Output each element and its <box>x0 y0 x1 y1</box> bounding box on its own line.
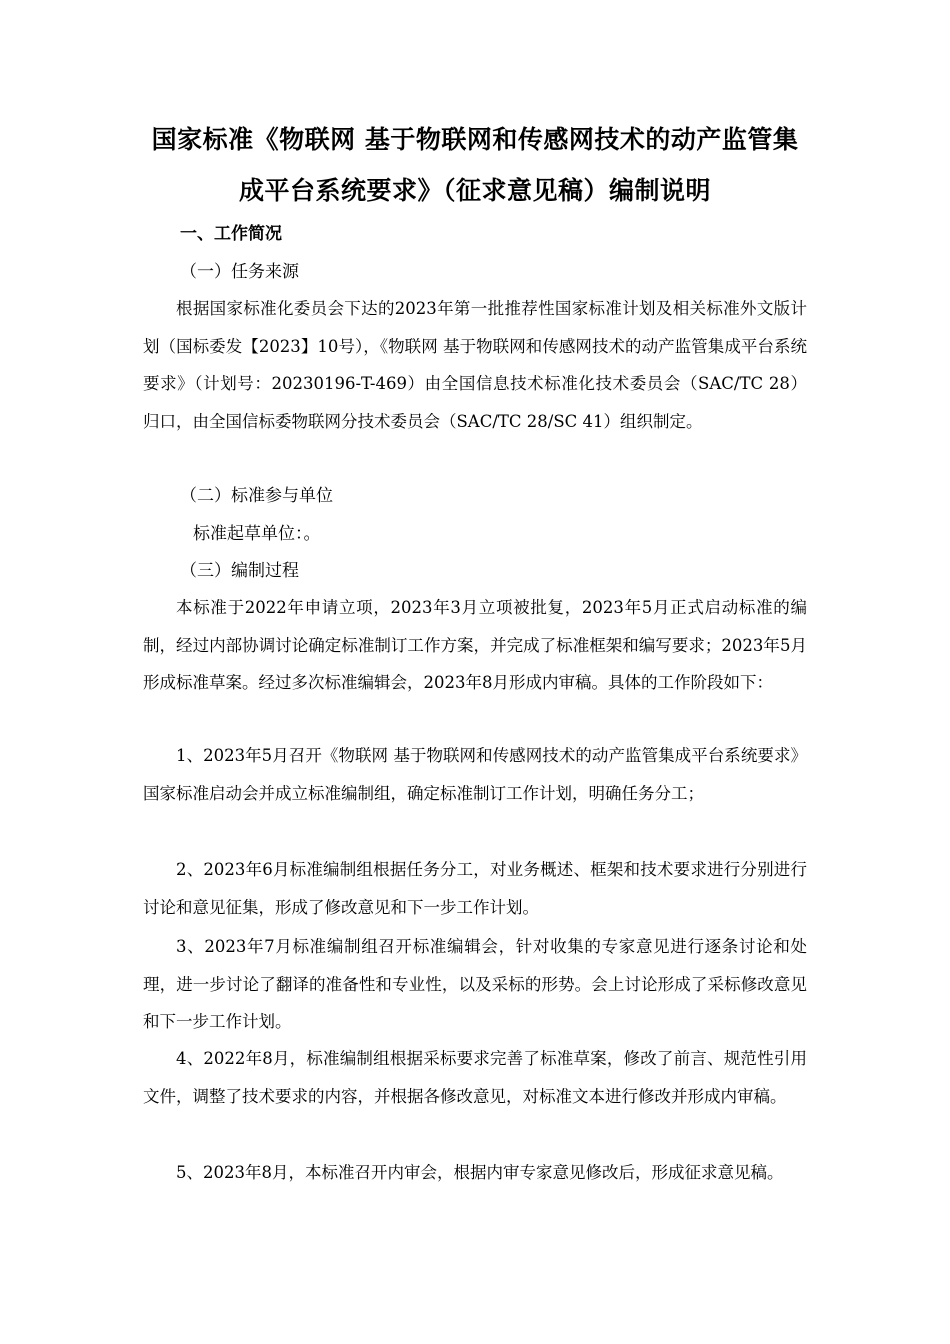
task-source-paragraph: 根据国家标准化委员会下达的2023年第一批推荐性国家标准计划及相关标准外文版计划（国标委发【2023】10号），《物联网 基于物联网和传感网技术的动产监管集成平台系统要求》（计划号：20230196-T-469）由全国信息技术标准化技术委员会（SAC/TC 28）归口，由全国信标委物联网分技术委员会（SAC/TC 28/SC 41）组织制定。 <box>143 299 807 431</box>
document-title-line-1: 国家标准《物联网 基于物联网和传感网技术的动产监管集 <box>151 125 799 154</box>
process-step-3: 3、2023年7月标准编制组召开标准编辑会，针对收集的专家意见进行逐条讨论和处理，进一步讨论了翻译的准备性和专业性，以及采标的形势。会上讨论形成了采标修改意见和下一步工作计划。 <box>143 937 807 1031</box>
process-step-5: 5、2023年8月，本标准召开内审会，根据内审专家意见修改后，形成征求意见稿。 <box>176 1163 784 1182</box>
subsection-heading-task-source: （一）任务来源 <box>180 262 299 282</box>
process-step-4: 4、2022年8月，标准编制组根据采标要求完善了标准草案，修改了前言、规范性引用文件，调整了技术要求的内容，并根据各修改意见，对标准文本进行修改并形成内审稿。 <box>143 1049 807 1106</box>
process-step-2: 2、2023年6月标准编制组根据任务分工，对业务概述、框架和技术要求进行分别进行讨论和意见征集，形成了修改意见和下一步工作计划。 <box>143 860 807 917</box>
section-heading-work-overview: 一、工作简况 <box>180 224 282 244</box>
document-title-line-2: 成平台系统要求》（征求意见稿）编制说明 <box>238 176 711 205</box>
process-paragraph: 本标准于2022年申请立项，2023年3月立项被批复，2023年5月正式启动标准的编制，经过内部协调讨论确定标准制订工作方案，并完成了标准框架和编写要求；2023年5月形成标准草案。经过多次标准编辑会，2023年8月形成内审稿。具体的工作阶段如下： <box>143 598 807 692</box>
process-step-1: 1、2023年5月召开《物联网 基于物联网和传感网技术的动产监管集成平台系统要求》国家标准启动会并成立标准编制组，确定标准制订工作计划，明确任务分工； <box>143 746 807 803</box>
subsection-heading-participants: （二）标准参与单位 <box>180 486 333 506</box>
drafting-units-line: 标准起草单位：。 <box>193 524 321 544</box>
subsection-heading-process: （三）编制过程 <box>180 561 299 581</box>
